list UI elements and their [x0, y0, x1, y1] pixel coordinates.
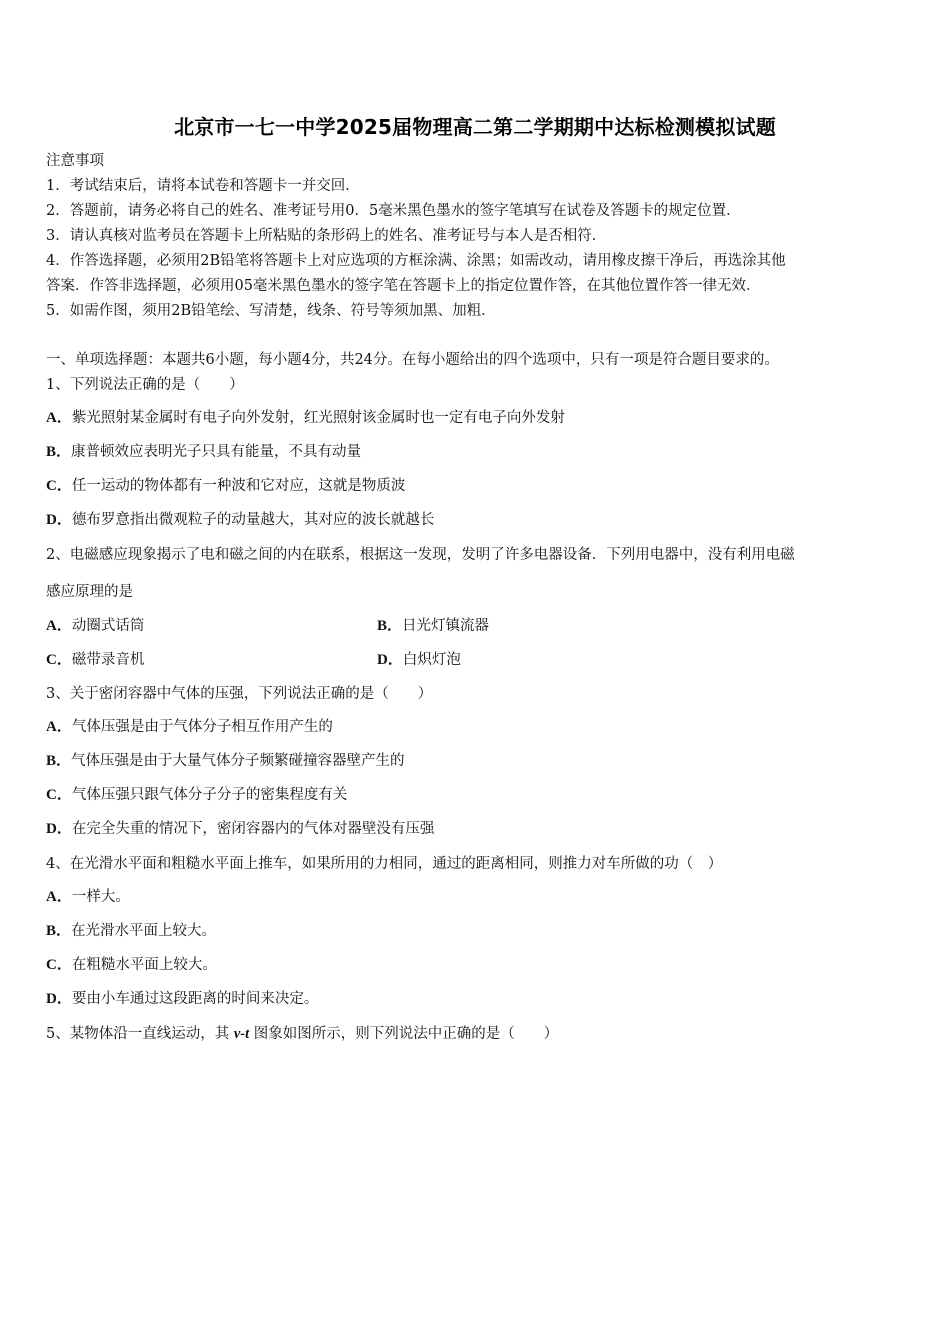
option-text: 气体压强只跟气体分子分子的密集程度有关 [71, 787, 348, 803]
option-letter: D． [46, 821, 72, 837]
option-d [46, 989, 318, 1009]
option-d [377, 650, 461, 670]
option-letter: B． [46, 923, 72, 939]
option-c [46, 785, 347, 805]
option-d [46, 510, 434, 530]
option-a [46, 616, 144, 636]
option-b [46, 751, 405, 771]
option-a [46, 408, 565, 428]
section-heading: 一、单项选择题：本题共6小题，每小题4分，共24分。在每小题给出的四个选项中，只有一项是符合题目要求的。 [46, 352, 779, 368]
notice-heading: 注意事项 [46, 153, 104, 169]
vt-symbol: v-t [233, 1026, 250, 1042]
option-text: 在粗糙水平面上较大。 [71, 957, 217, 973]
option-letter: A． [46, 719, 72, 735]
document-title: 北京市一七一中学2025届物理高二第二学期期中达标检测模拟试题 [174, 115, 776, 139]
option-a [46, 717, 333, 737]
option-letter: A． [46, 410, 72, 426]
option-text: 在光滑水平面上较大。 [71, 923, 217, 939]
notice-item: 4．作答选择题，必须用2B铅笔将答题卡上对应选项的方框涂满、涂黑；如需改动，请用橡皮擦干净后，再选涂其他 [46, 253, 786, 269]
option-text: 一样大。 [71, 889, 130, 905]
option-text: 任一运动的物体都有一种波和它对应，这就是物质波 [71, 478, 406, 494]
option-letter: C． [46, 478, 72, 494]
option-letter: C． [46, 787, 72, 803]
question-stem: 3、关于密闭容器中气体的压强，下列说法正确的是（ ） [46, 686, 433, 702]
option-letter: C． [46, 957, 72, 973]
option-b [46, 921, 216, 941]
option-text: 康普顿效应表明光子只具有能量，不具有动量 [71, 444, 362, 460]
option-letter: B． [46, 753, 72, 769]
notice-item: 2．答题前，请务必将自己的姓名、准考证号用0．5毫米黑色墨水的签字笔填写在试卷及答题卡的规定位置． [46, 203, 741, 219]
notice-item: 1．考试结束后，请将本试卷和答题卡一并交回． [46, 178, 360, 194]
option-text: 要由小车通过这段距离的时间来决定。 [71, 991, 319, 1007]
notice-item: 5．如需作图，须用2B铅笔绘、写清楚，线条、符号等须加黑、加粗． [46, 303, 496, 319]
option-d [46, 819, 434, 839]
notice-item: 答案．作答非选择题，必须用05毫米黑色墨水的签字笔在答题卡上的指定位置作答，在其他位置作答一律无效． [46, 278, 761, 294]
question-stem-continued: 感应原理的是 [46, 584, 133, 600]
option-b [46, 442, 361, 462]
stem-text: 图象如图所示，则下列说法中正确的是（ ） [249, 1026, 559, 1042]
option-text: 德布罗意指出微观粒子的动量越大，其对应的波长就越长 [71, 512, 435, 528]
option-c [46, 650, 144, 670]
option-text: 气体压强是由于气体分子相互作用产生的 [71, 719, 333, 735]
option-letter: A． [46, 618, 72, 634]
option-letter: D． [46, 512, 72, 528]
option-text: 气体压强是由于大量气体分子频繁碰撞容器壁产生的 [71, 753, 405, 769]
option-letter: D． [46, 991, 72, 1007]
option-text: 白炽灯泡 [402, 652, 461, 668]
option-c [46, 955, 217, 975]
option-text: 动圈式话筒 [71, 618, 145, 634]
option-letter: D． [377, 652, 403, 668]
option-text: 磁带录音机 [71, 652, 145, 668]
question-stem [46, 1024, 558, 1044]
option-letter: C． [46, 652, 72, 668]
option-letter: B． [46, 444, 72, 460]
option-b [377, 616, 489, 636]
question-stem: 2、电磁感应现象揭示了电和磁之间的内在联系，根据这一发现，发明了许多电器设备．下列用电器中，没有利用电磁 [46, 547, 795, 563]
option-text: 日光灯镇流器 [402, 618, 490, 634]
stem-text: 5、某物体沿一直线运动，其 [46, 1026, 234, 1042]
question-stem: 1、下列说法正确的是（ ） [46, 377, 244, 393]
option-c [46, 476, 405, 496]
notice-item: 3．请认真核对监考员在答题卡上所粘贴的条形码上的姓名、准考证号与本人是否相符． [46, 228, 607, 244]
option-text: 在完全失重的情况下，密闭容器内的气体对器壁没有压强 [71, 821, 435, 837]
option-text: 紫光照射某金属时有电子向外发射，红光照射该金属时也一定有电子向外发射 [71, 410, 565, 426]
option-letter: A． [46, 889, 72, 905]
option-a [46, 887, 130, 907]
option-letter: B． [377, 618, 403, 634]
question-stem: 4、在光滑水平面和粗糙水平面上推车，如果所用的力相同，通过的距离相同，则推力对车所做的功（ ） [46, 856, 723, 872]
